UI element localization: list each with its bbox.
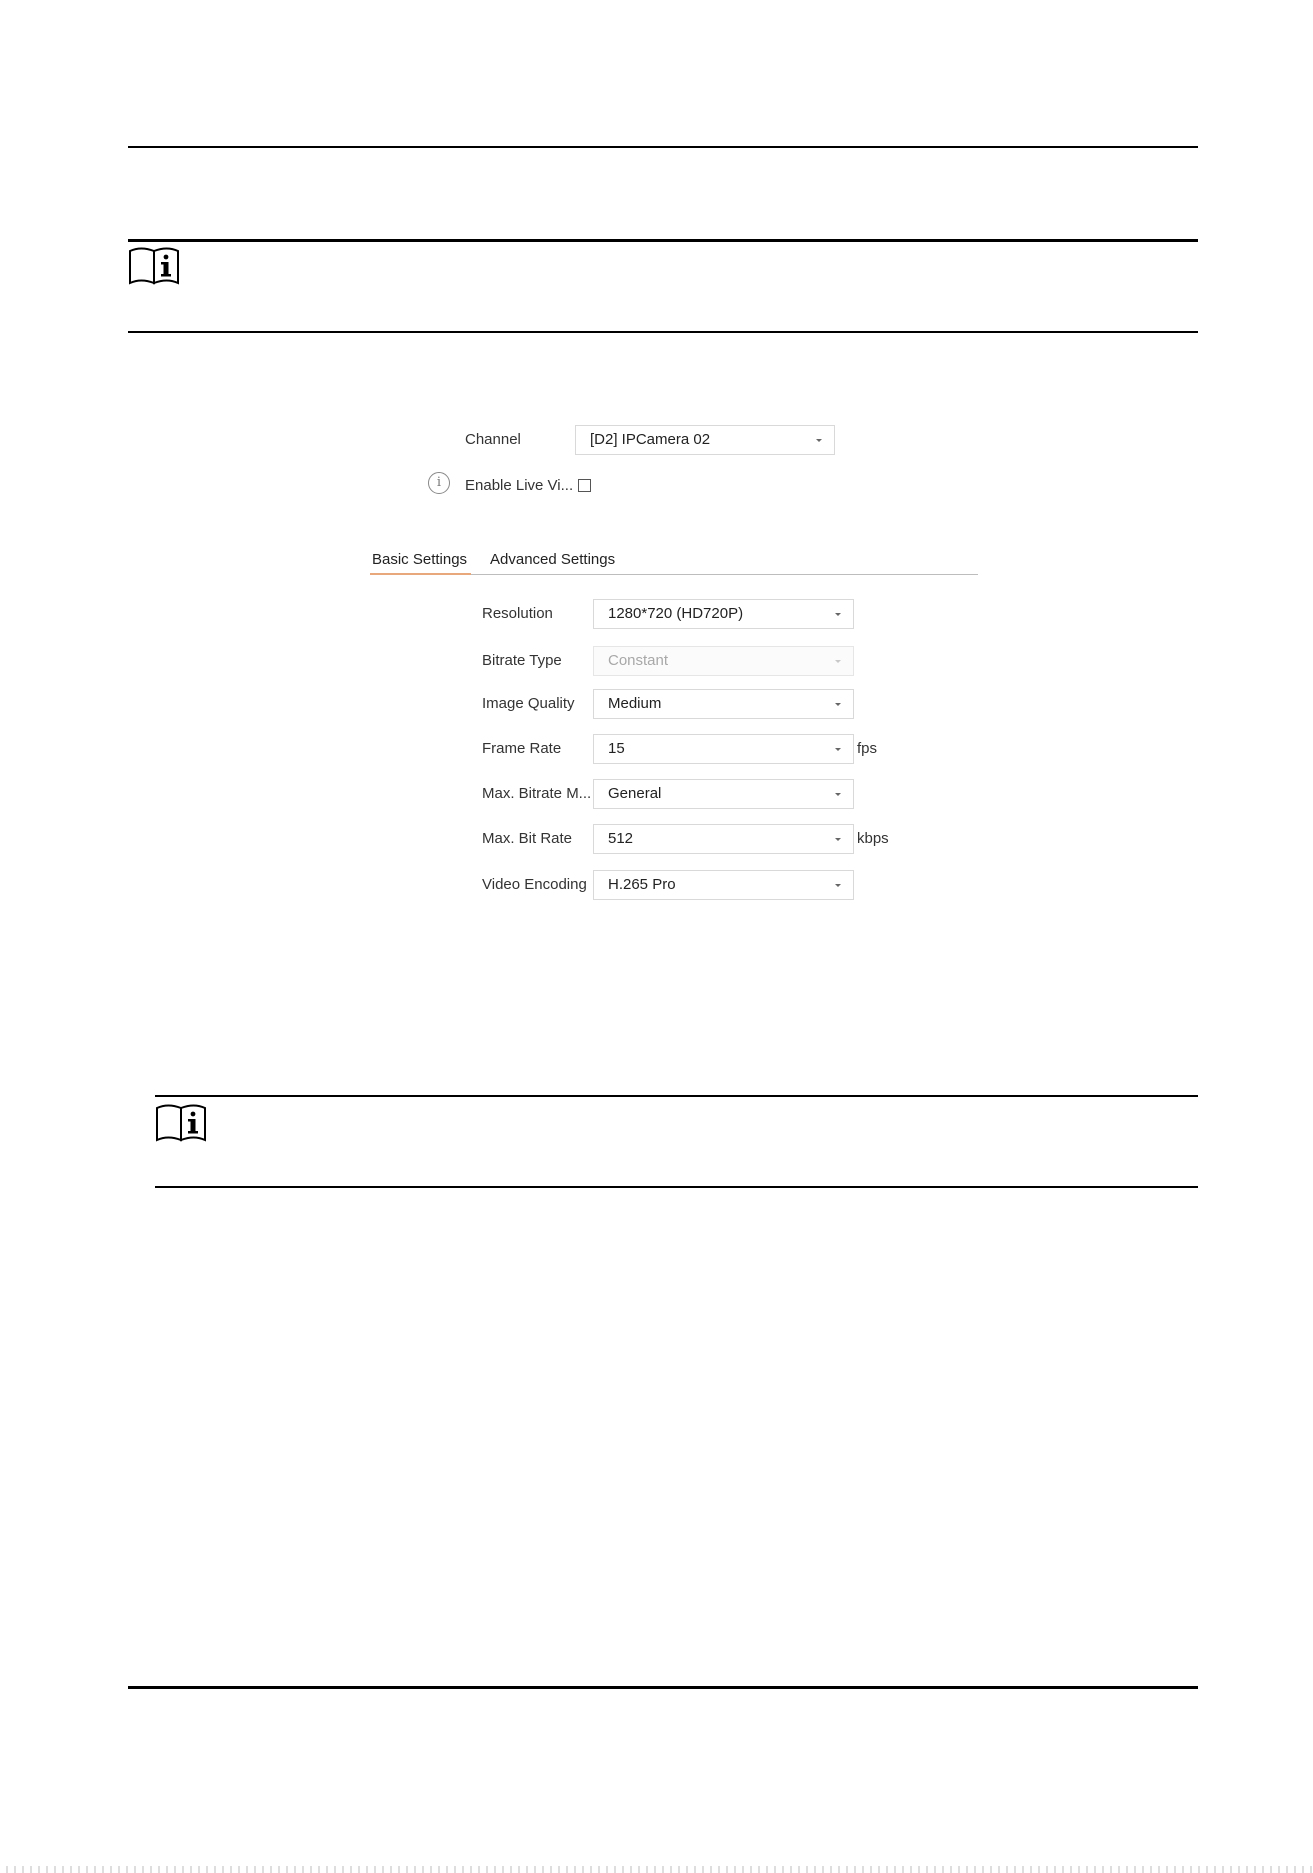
max-bit-rate-label: Max. Bit Rate [482, 830, 573, 847]
dropdown-arrow-icon [835, 793, 841, 796]
max-bitrate-mode-value: General [608, 785, 662, 802]
max-bit-rate-select[interactable] [593, 824, 854, 854]
image-quality-value: Medium [608, 695, 662, 712]
dropdown-arrow-icon [835, 703, 841, 706]
max-bitrate-mode-select[interactable] [593, 779, 854, 809]
image-quality-label: Image Quality [482, 695, 575, 712]
note-bottom-rule [128, 331, 1198, 333]
dropdown-arrow-icon [835, 748, 841, 751]
tab-advanced-settings[interactable]: Advanced Settings [490, 551, 616, 568]
bitrate-type-value: Constant [608, 652, 669, 669]
channel-label: Channel [465, 431, 521, 448]
max-bitrate-mode-label: Max. Bitrate M... [482, 785, 592, 802]
dropdown-arrow-icon [816, 439, 822, 442]
resolution-value: 1280*720 (HD720P) [608, 605, 744, 622]
channel-value: [D2] IPCamera 02 [590, 431, 711, 448]
live-view-checkbox[interactable] [578, 479, 591, 492]
video-encoding-label: Video Encoding [482, 876, 587, 893]
note-top-rule [128, 239, 1198, 242]
frame-rate-label: Frame Rate [482, 740, 562, 757]
video-encoding-select[interactable] [593, 870, 854, 900]
header-rule [128, 146, 1198, 148]
live-view-label: Enable Live Vi... [465, 477, 574, 494]
resolution-label: Resolution [482, 605, 553, 622]
note-book-icon [155, 1102, 207, 1142]
channel-select[interactable] [575, 425, 835, 455]
footer-strip [0, 1866, 1313, 1873]
footer-rule [128, 1686, 1198, 1689]
note2-top-rule [155, 1095, 1198, 1097]
frame-rate-value: 15 [608, 740, 625, 757]
dropdown-arrow-icon [835, 660, 841, 663]
max-bit-rate-unit: kbps [857, 830, 889, 847]
bitrate-type-select [593, 646, 854, 676]
dropdown-arrow-icon [835, 838, 841, 841]
info-circle-icon[interactable]: i [428, 472, 450, 494]
dropdown-arrow-icon [835, 884, 841, 887]
resolution-select[interactable] [593, 599, 854, 629]
note-book-icon [128, 245, 180, 285]
max-bit-rate-value: 512 [608, 830, 634, 847]
bitrate-type-label: Bitrate Type [482, 652, 562, 669]
tab-active-indicator [370, 573, 471, 575]
tab-basic-settings[interactable]: Basic Settings [372, 551, 468, 568]
image-quality-select[interactable] [593, 689, 854, 719]
frame-rate-unit: fps [857, 740, 878, 757]
dropdown-arrow-icon [835, 613, 841, 616]
frame-rate-select[interactable] [593, 734, 854, 764]
video-encoding-value: H.265 Pro [608, 876, 676, 893]
note2-bottom-rule [155, 1186, 1198, 1188]
